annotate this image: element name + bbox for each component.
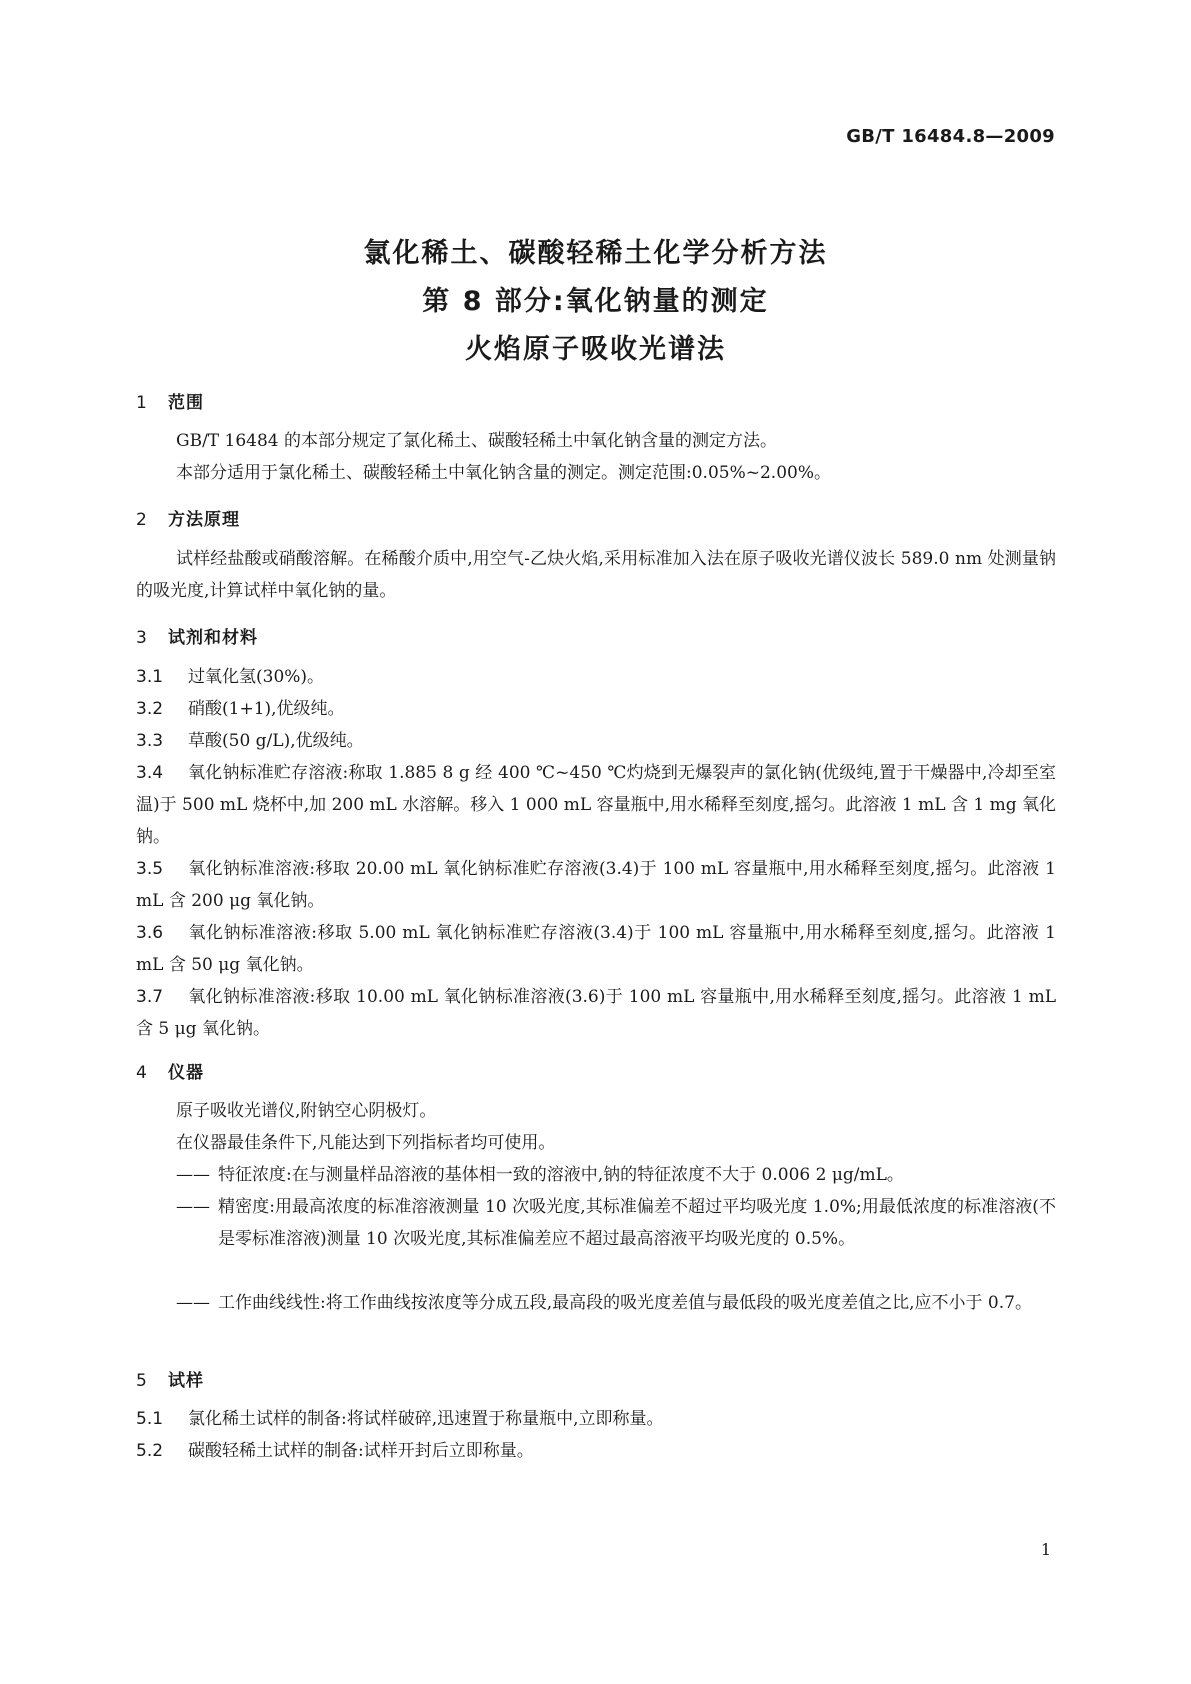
clause-number: 5.1 [136,1409,164,1429]
spec-text: 特征浓度:在与测量样品溶液的基体相一致的溶液中,钠的特征浓度不大于 0.006 2 μg/mL。 [218,1165,904,1185]
clause-3-2 [136,693,1056,725]
spec-item-linearity [176,1287,1056,1319]
clause-5-2 [136,1435,1056,1467]
clause-text: 草酸(50 g/L),优级纯。 [188,731,364,751]
section-1-heading [136,388,204,413]
title-line-1: 氯化稀土、碳酸轻稀土化学分析方法 [363,238,828,269]
clause-number: 3.5 [136,859,164,879]
section-title: 试剂和材料 [168,628,258,648]
section-number: 1 [136,393,148,413]
clause-number: 3.1 [136,667,164,687]
section-number: 2 [136,510,148,530]
section-number: 4 [136,1063,148,1083]
clause-3-1 [136,661,1056,693]
dash-marker: —— [176,1165,210,1185]
spec-item-precision [176,1191,1056,1255]
section-4-paragraph-2: 在仪器最佳条件下,凡能达到下列指标者均可使用。 [176,1133,556,1153]
clause-number: 3.2 [136,699,164,719]
clause-3-6 [136,917,1056,981]
clause-text: 氧化钠标准溶液:移取 5.00 mL 氧化钠标准贮存溶液(3.4)于 100 mL 容量瓶中,用水稀释至刻度,摇匀。此溶液 1 mL 含 50 μg 氧化钠。 [136,923,1056,975]
clause-text: 氧化钠标准溶液:移取 10.00 mL 氧化钠标准溶液(3.6)于 100 mL 容量瓶中,用水稀释至刻度,摇匀。此溶液 1 mL 含 5 μg 氧化钠。 [136,987,1056,1039]
page-number: 1 [1040,1540,1051,1559]
clause-3-5 [136,853,1056,917]
section-number: 3 [136,628,148,648]
clause-number: 3.6 [136,923,164,943]
section-1-paragraph-1: GB/T 16484 的本部分规定了氯化稀土、碳酸轻稀土中氧化钠含量的测定方法。 [176,431,778,451]
section-title: 试样 [168,1371,204,1391]
section-4-paragraph-1: 原子吸收光谱仪,附钠空心阴极灯。 [176,1101,437,1121]
spec-text: 工作曲线线性:将工作曲线按浓度等分成五段,最高段的吸光度差值与最低段的吸光度差值之比,应不小于 0.7。 [218,1293,1032,1313]
dash-marker: —— [176,1197,210,1217]
section-title: 范围 [168,393,204,413]
section-3-heading [136,623,258,648]
section-title: 方法原理 [168,510,240,530]
spec-item-characteristic-concentration [176,1159,1056,1191]
section-1-paragraph-2: 本部分适用于氯化稀土、碳酸轻稀土中氧化钠含量的测定。测定范围:0.05%~2.00%。 [176,463,831,483]
title-line-3: 火焰原子吸收光谱法 [465,334,726,365]
clause-text: 过氧化氢(30%)。 [188,667,325,687]
clause-text: 氧化钠标准溶液:移取 20.00 mL 氧化钠标准贮存溶液(3.4)于 100 mL 容量瓶中,用水稀释至刻度,摇匀。此溶液 1 mL 含 200 μg 氧化钠。 [136,859,1056,911]
spec-text: 精密度:用最高浓度的标准溶液测量 10 次吸光度,其标准偏差不超过平均吸光度 1.0%;用最低浓度的标准溶液(不是零标准溶液)测量 10 次吸光度,其标准偏差应不超过最高溶液平均吸光度的 0.5%。 [218,1197,1056,1249]
section-5-heading [136,1366,204,1391]
clause-text: 硝酸(1+1),优级纯。 [188,699,345,719]
clause-number: 3.7 [136,987,164,1007]
section-2-heading [136,505,240,530]
clause-text: 碳酸轻稀土试样的制备:试样开封后立即称量。 [188,1441,534,1461]
section-4-heading [136,1058,204,1083]
dash-marker: —— [176,1293,210,1313]
document-title [0,230,1191,374]
section-2-paragraph-1: 试样经盐酸或硝酸溶解。在稀酸介质中,用空气-乙炔火焰,采用标准加入法在原子吸收光谱仪波长 589.0 nm 处测量钠的吸光度,计算试样中氧化钠的量。 [136,549,1056,601]
title-line-2: 第 8 部分:氧化钠量的测定 [422,286,769,317]
clause-number: 3.4 [136,763,164,783]
clause-text: 氯化稀土试样的制备:将试样破碎,迅速置于称量瓶中,立即称量。 [188,1409,664,1429]
clause-3-7 [136,981,1056,1045]
standard-number: GB/T 16484.8—2009 [846,126,1055,147]
clause-text: 氧化钠标准贮存溶液:称取 1.885 8 g 经 400 ℃~450 ℃灼烧到无爆裂声的氯化钠(优级纯,置于干燥器中,冷却至室温)于 500 mL 烧杯中,加 200 mL 水溶解。移入 1 000 mL 容量瓶中,用水稀释至刻度,摇匀。此溶液 1 mL 含 1 mg 氧化钠。 [136,763,1056,847]
clause-number: 5.2 [136,1441,164,1461]
clause-number: 3.3 [136,731,164,751]
clause-3-4 [136,757,1056,853]
section-number: 5 [136,1371,148,1391]
section-title: 仪器 [168,1063,204,1083]
clause-3-3 [136,725,1056,757]
clause-5-1 [136,1403,1056,1435]
